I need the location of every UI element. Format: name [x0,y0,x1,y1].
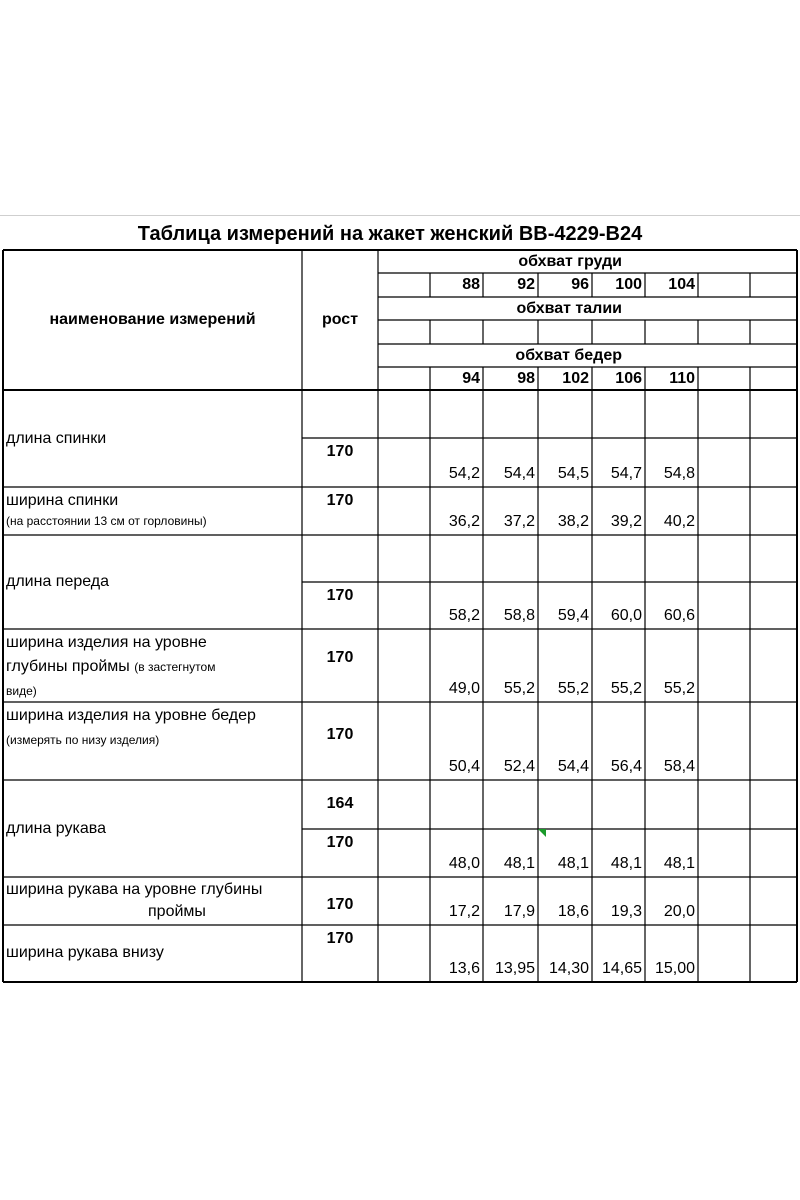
hip-size-110: 110 [669,369,695,387]
size-value: 60,6 [663,607,695,624]
comment-marker-icon [538,829,546,837]
size-value: 15,00 [654,960,695,977]
label-text: ширина изделия на уровне бедер [6,707,256,724]
measurement-label [6,631,299,703]
size-value: 40,2 [663,513,695,530]
size-value: 56,4 [610,758,642,775]
size-value: 55,2 [610,680,642,697]
height-value: 170 [326,896,354,913]
height-value: 170 [326,649,354,666]
size-value: 54,5 [557,465,589,482]
size-value: 54,7 [610,465,642,482]
size-value: 19,3 [610,903,642,920]
label-note: (на расстоянии 13 см от горловины) [6,514,207,528]
measurement-label [6,491,299,531]
chest-size-92: 92 [517,276,535,293]
size-value: 38,2 [557,513,589,530]
size-value: 13,6 [448,960,480,977]
label-text: ширина рукава внизу [6,944,164,961]
size-value: 59,4 [557,607,589,624]
size-value: 48,1 [663,855,695,872]
chest-size-88: 88 [462,276,480,293]
size-value: 54,4 [503,465,535,482]
measurement-label [6,572,299,592]
size-value: 20,0 [663,903,695,920]
size-value: 49,0 [448,680,480,697]
hip-size-94: 94 [462,369,480,387]
height-value: 170 [326,930,354,947]
size-value: 55,2 [503,680,535,697]
size-value: 58,2 [448,607,480,624]
size-value: 52,4 [503,758,535,775]
size-value: 50,4 [448,758,480,775]
size-value: 54,8 [663,465,695,482]
size-value: 39,2 [610,513,642,530]
size-value: 14,30 [548,960,589,977]
label-text: глубины проймы (в застегнутом [6,658,216,675]
size-value: 18,6 [557,903,589,920]
measurement-label [6,706,299,750]
measurement-label [6,943,299,963]
label-text: ширина изделия на уровне [6,634,207,651]
size-value: 55,2 [557,680,589,697]
size-value: 36,2 [448,513,480,530]
size-value: 48,1 [610,855,642,872]
size-value: 14,65 [601,960,642,977]
size-value: 37,2 [503,513,535,530]
chest-girth-header: обхват груди [518,252,622,270]
measurement-label [6,429,299,449]
label-text: длина рукава [6,819,106,837]
size-value: 54,4 [557,758,589,775]
size-value: 48,0 [448,855,480,872]
size-value: 13,95 [494,960,535,977]
hip-girth-header: обхват бедер [515,346,622,364]
height-value: 170 [326,834,354,851]
size-value: 48,1 [503,855,535,872]
measurement-label [6,879,299,923]
size-value: 17,2 [448,903,480,920]
size-value: 55,2 [663,680,695,697]
chest-size-104: 104 [668,276,695,293]
hip-size-106: 106 [615,369,642,387]
size-value: 58,8 [503,607,535,624]
label-text: длина переда [6,573,110,590]
height-column-header: рост [321,311,359,328]
size-value: 17,9 [503,903,535,920]
label-text: ширина рукава на уровне глубины [6,881,263,898]
height-value: 170 [326,587,354,604]
height-value: 170 [326,443,354,460]
height-value: 164 [326,795,354,812]
height-value: 170 [326,726,354,743]
label-text: длина спинки [6,429,107,447]
label-note: (в застегнутом [134,660,216,674]
label-text: проймы [148,903,206,920]
chest-size-96: 96 [571,276,589,293]
label-text: ширина спинки [6,492,119,509]
name-column-header: наименование измерений [49,311,256,328]
measurement-label [6,819,299,839]
waist-girth-header: обхват талии [516,299,622,317]
table-title: Таблица измерений на жакет женский ВВ-4229-В24 [137,223,643,245]
size-value: 54,2 [448,465,480,482]
height-value: 170 [326,492,354,509]
chest-size-100: 100 [615,276,642,293]
size-value: 60,0 [610,607,642,624]
label-note: виде) [6,684,37,698]
size-value: 48,1 [557,855,589,872]
label-note: (измерять по низу изделия) [6,733,160,747]
size-value: 58,4 [663,758,695,775]
hip-size-102: 102 [562,369,589,387]
hip-size-98: 98 [517,369,535,387]
